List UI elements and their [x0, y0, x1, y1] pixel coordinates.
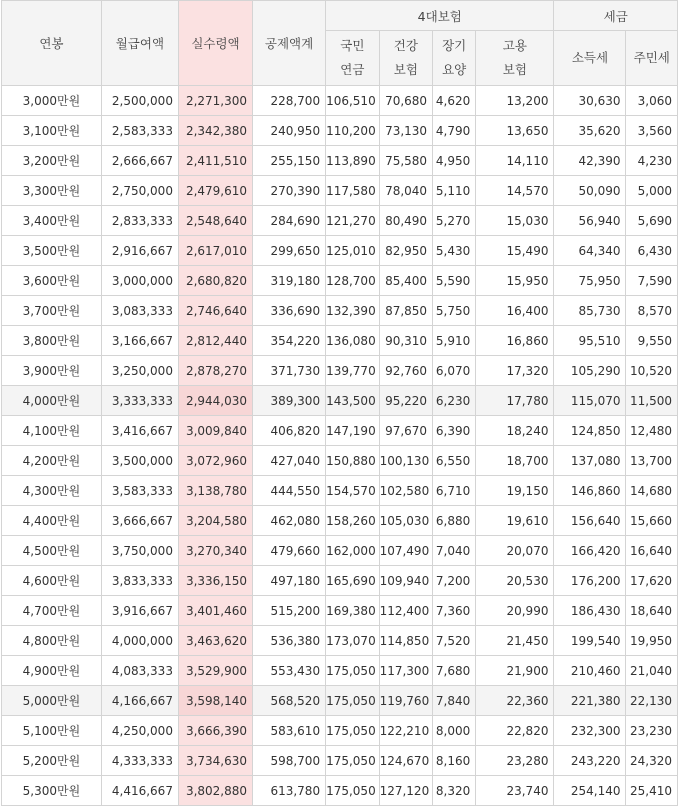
cell-income-tax: 146,860: [554, 476, 626, 506]
table-row: [2, 176, 678, 206]
cell-resident-tax: 3,060: [626, 86, 678, 116]
cell-care: 4,950: [433, 146, 476, 176]
cell-deduction: 270,390: [253, 176, 326, 206]
cell-monthly: 4,083,333: [101, 656, 178, 686]
header-deduction: 공제액계: [253, 1, 326, 86]
cell-care: 5,590: [433, 266, 476, 296]
cell-monthly: 2,666,667: [101, 146, 178, 176]
cell-monthly: 3,083,333: [101, 296, 178, 326]
table-row: [2, 656, 678, 686]
table-row: [2, 296, 678, 326]
cell-resident-tax: 12,480: [626, 416, 678, 446]
cell-net: 3,270,340: [178, 536, 252, 566]
cell-net: 2,479,610: [178, 176, 252, 206]
cell-salary: 4,900만원: [2, 656, 102, 686]
cell-income-tax: 186,430: [554, 596, 626, 626]
cell-deduction: 371,730: [253, 356, 326, 386]
cell-resident-tax: 8,570: [626, 296, 678, 326]
cell-health: 109,940: [379, 566, 433, 596]
cell-monthly: 3,166,667: [101, 326, 178, 356]
cell-care: 7,520: [433, 626, 476, 656]
cell-resident-tax: 9,550: [626, 326, 678, 356]
cell-health: 75,580: [379, 146, 433, 176]
cell-income-tax: 35,620: [554, 116, 626, 146]
cell-care: 6,880: [433, 506, 476, 536]
cell-care: 8,000: [433, 716, 476, 746]
table-row: [2, 446, 678, 476]
cell-monthly: 3,916,667: [101, 596, 178, 626]
table-row: [2, 416, 678, 446]
cell-monthly: 3,333,333: [101, 386, 178, 416]
cell-pension: 154,570: [326, 476, 380, 506]
cell-resident-tax: 14,680: [626, 476, 678, 506]
cell-net: 2,411,510: [178, 146, 252, 176]
cell-income-tax: 95,510: [554, 326, 626, 356]
cell-monthly: 4,333,333: [101, 746, 178, 776]
cell-resident-tax: 6,430: [626, 236, 678, 266]
cell-monthly: 4,416,667: [101, 776, 178, 806]
cell-deduction: 284,690: [253, 206, 326, 236]
cell-health: 87,850: [379, 296, 433, 326]
cell-net: 3,598,140: [178, 686, 252, 716]
table-row: [2, 236, 678, 266]
cell-deduction: 240,950: [253, 116, 326, 146]
cell-salary: 4,700만원: [2, 596, 102, 626]
cell-salary: 5,300만원: [2, 776, 102, 806]
table-row: [2, 476, 678, 506]
header-net: 실수령액: [178, 1, 252, 86]
cell-resident-tax: 19,950: [626, 626, 678, 656]
cell-health: 112,400: [379, 596, 433, 626]
cell-care: 8,160: [433, 746, 476, 776]
cell-health: 95,220: [379, 386, 433, 416]
table-row: [2, 566, 678, 596]
cell-monthly: 3,416,667: [101, 416, 178, 446]
cell-employ: 17,320: [476, 356, 554, 386]
cell-pension: 113,890: [326, 146, 380, 176]
cell-net: 2,812,440: [178, 326, 252, 356]
cell-deduction: 613,780: [253, 776, 326, 806]
cell-pension: 158,260: [326, 506, 380, 536]
cell-care: 6,230: [433, 386, 476, 416]
cell-income-tax: 64,340: [554, 236, 626, 266]
cell-care: 5,110: [433, 176, 476, 206]
cell-income-tax: 176,200: [554, 566, 626, 596]
cell-pension: 162,000: [326, 536, 380, 566]
header-care: [433, 31, 476, 86]
cell-deduction: 583,610: [253, 716, 326, 746]
cell-resident-tax: 21,040: [626, 656, 678, 686]
table-row: [2, 356, 678, 386]
cell-resident-tax: 3,560: [626, 116, 678, 146]
cell-pension: 175,050: [326, 686, 380, 716]
cell-care: 7,360: [433, 596, 476, 626]
cell-deduction: 598,700: [253, 746, 326, 776]
cell-salary: 4,100만원: [2, 416, 102, 446]
cell-resident-tax: 25,410: [626, 776, 678, 806]
cell-employ: 19,150: [476, 476, 554, 506]
cell-salary: 3,300만원: [2, 176, 102, 206]
cell-salary: 4,600만원: [2, 566, 102, 596]
cell-health: 122,210: [379, 716, 433, 746]
cell-employ: 14,570: [476, 176, 554, 206]
cell-monthly: 4,166,667: [101, 686, 178, 716]
cell-deduction: 406,820: [253, 416, 326, 446]
cell-salary: 3,000만원: [2, 86, 102, 116]
cell-deduction: 515,200: [253, 596, 326, 626]
cell-salary: 4,000만원: [2, 386, 102, 416]
header-health-line2: 보험: [393, 62, 418, 77]
cell-employ: 19,610: [476, 506, 554, 536]
cell-income-tax: 199,540: [554, 626, 626, 656]
cell-salary: 5,000만원: [2, 686, 102, 716]
cell-employ: 20,530: [476, 566, 554, 596]
table-row: [2, 536, 678, 566]
cell-resident-tax: 18,640: [626, 596, 678, 626]
cell-monthly: 3,583,333: [101, 476, 178, 506]
cell-net: 2,944,030: [178, 386, 252, 416]
cell-resident-tax: 17,620: [626, 566, 678, 596]
cell-net: 3,529,900: [178, 656, 252, 686]
cell-resident-tax: 11,500: [626, 386, 678, 416]
cell-income-tax: 243,220: [554, 746, 626, 776]
cell-net: 3,401,460: [178, 596, 252, 626]
cell-income-tax: 75,950: [554, 266, 626, 296]
cell-care: 7,200: [433, 566, 476, 596]
cell-income-tax: 137,080: [554, 446, 626, 476]
cell-net: 2,878,270: [178, 356, 252, 386]
cell-employ: 20,990: [476, 596, 554, 626]
cell-income-tax: 115,070: [554, 386, 626, 416]
cell-net: 3,138,780: [178, 476, 252, 506]
cell-deduction: 319,180: [253, 266, 326, 296]
cell-pension: 121,270: [326, 206, 380, 236]
cell-salary: 4,500만원: [2, 536, 102, 566]
header-monthly: 월급여액: [101, 1, 178, 86]
cell-deduction: 497,180: [253, 566, 326, 596]
cell-deduction: 389,300: [253, 386, 326, 416]
cell-employ: 22,820: [476, 716, 554, 746]
cell-care: 6,390: [433, 416, 476, 446]
cell-employ: 23,280: [476, 746, 554, 776]
cell-income-tax: 210,460: [554, 656, 626, 686]
table-body: [2, 86, 678, 806]
cell-net: 2,617,010: [178, 236, 252, 266]
cell-health: 117,300: [379, 656, 433, 686]
cell-net: 3,336,150: [178, 566, 252, 596]
cell-net: 2,342,380: [178, 116, 252, 146]
table-header: [2, 1, 678, 86]
cell-monthly: 2,583,333: [101, 116, 178, 146]
header-health-line1: 건강: [393, 38, 418, 53]
cell-net: 2,746,640: [178, 296, 252, 326]
cell-income-tax: 105,290: [554, 356, 626, 386]
cell-resident-tax: 24,320: [626, 746, 678, 776]
header-health: [379, 31, 433, 86]
header-employ: [476, 31, 554, 86]
cell-income-tax: 254,140: [554, 776, 626, 806]
header-employ-line1: 고용: [502, 38, 527, 53]
cell-care: 5,750: [433, 296, 476, 326]
cell-monthly: 3,750,000: [101, 536, 178, 566]
cell-deduction: 479,660: [253, 536, 326, 566]
cell-pension: 106,510: [326, 86, 380, 116]
cell-pension: 143,500: [326, 386, 380, 416]
cell-net: 3,009,840: [178, 416, 252, 446]
cell-monthly: 2,916,667: [101, 236, 178, 266]
cell-pension: 128,700: [326, 266, 380, 296]
cell-salary: 3,600만원: [2, 266, 102, 296]
cell-resident-tax: 7,590: [626, 266, 678, 296]
header-care-line1: 장기: [442, 38, 467, 53]
cell-monthly: 3,000,000: [101, 266, 178, 296]
cell-health: 78,040: [379, 176, 433, 206]
cell-deduction: 255,150: [253, 146, 326, 176]
cell-pension: 175,050: [326, 746, 380, 776]
cell-health: 114,850: [379, 626, 433, 656]
cell-pension: 175,050: [326, 656, 380, 686]
cell-employ: 20,070: [476, 536, 554, 566]
cell-health: 80,490: [379, 206, 433, 236]
cell-pension: 132,390: [326, 296, 380, 326]
cell-income-tax: 30,630: [554, 86, 626, 116]
cell-deduction: 444,550: [253, 476, 326, 506]
header-tax-group: 세금: [554, 1, 678, 31]
cell-health: 100,130: [379, 446, 433, 476]
table-row: [2, 596, 678, 626]
cell-net: 2,680,820: [178, 266, 252, 296]
cell-employ: 13,200: [476, 86, 554, 116]
cell-employ: 15,490: [476, 236, 554, 266]
table-row: [2, 266, 678, 296]
table-row: [2, 506, 678, 536]
cell-deduction: 462,080: [253, 506, 326, 536]
table-row: [2, 386, 678, 416]
cell-care: 7,840: [433, 686, 476, 716]
cell-employ: 15,030: [476, 206, 554, 236]
cell-resident-tax: 5,690: [626, 206, 678, 236]
cell-health: 85,400: [379, 266, 433, 296]
cell-health: 92,760: [379, 356, 433, 386]
cell-care: 6,070: [433, 356, 476, 386]
cell-care: 5,270: [433, 206, 476, 236]
cell-income-tax: 42,390: [554, 146, 626, 176]
cell-care: 6,710: [433, 476, 476, 506]
cell-income-tax: 56,940: [554, 206, 626, 236]
cell-net: 3,734,630: [178, 746, 252, 776]
cell-care: 6,550: [433, 446, 476, 476]
cell-deduction: 228,700: [253, 86, 326, 116]
header-care-line2: 요양: [442, 62, 467, 77]
cell-health: 105,030: [379, 506, 433, 536]
cell-employ: 18,700: [476, 446, 554, 476]
cell-salary: 4,200만원: [2, 446, 102, 476]
cell-salary: 4,400만원: [2, 506, 102, 536]
cell-income-tax: 124,850: [554, 416, 626, 446]
cell-income-tax: 166,420: [554, 536, 626, 566]
cell-pension: 150,880: [326, 446, 380, 476]
cell-health: 119,760: [379, 686, 433, 716]
salary-table: [1, 0, 678, 806]
cell-salary: 3,800만원: [2, 326, 102, 356]
cell-pension: 147,190: [326, 416, 380, 446]
header-resident-tax: 주민세: [626, 31, 678, 86]
cell-employ: 23,740: [476, 776, 554, 806]
cell-resident-tax: 16,640: [626, 536, 678, 566]
cell-health: 82,950: [379, 236, 433, 266]
cell-pension: 175,050: [326, 716, 380, 746]
table-row: [2, 86, 678, 116]
cell-salary: 3,200만원: [2, 146, 102, 176]
cell-net: 2,271,300: [178, 86, 252, 116]
cell-net: 3,072,960: [178, 446, 252, 476]
cell-care: 5,910: [433, 326, 476, 356]
cell-resident-tax: 10,520: [626, 356, 678, 386]
cell-monthly: 3,833,333: [101, 566, 178, 596]
cell-net: 3,666,390: [178, 716, 252, 746]
cell-health: 90,310: [379, 326, 433, 356]
header-pension-line2: 연금: [340, 62, 365, 77]
table-row: [2, 686, 678, 716]
cell-salary: 5,200만원: [2, 746, 102, 776]
header-income-tax: 소득세: [554, 31, 626, 86]
cell-deduction: 299,650: [253, 236, 326, 266]
cell-pension: 136,080: [326, 326, 380, 356]
cell-health: 107,490: [379, 536, 433, 566]
cell-employ: 18,240: [476, 416, 554, 446]
cell-care: 7,680: [433, 656, 476, 686]
cell-health: 102,580: [379, 476, 433, 506]
header-salary: 연봉: [2, 1, 102, 86]
cell-deduction: 336,690: [253, 296, 326, 326]
table-row: [2, 746, 678, 776]
header-employ-line2: 보험: [502, 62, 527, 77]
cell-health: 70,680: [379, 86, 433, 116]
cell-care: 4,620: [433, 86, 476, 116]
cell-salary: 4,300만원: [2, 476, 102, 506]
cell-resident-tax: 22,130: [626, 686, 678, 716]
cell-net: 3,463,620: [178, 626, 252, 656]
cell-pension: 117,580: [326, 176, 380, 206]
cell-salary: 5,100만원: [2, 716, 102, 746]
cell-net: 2,548,640: [178, 206, 252, 236]
cell-monthly: 3,500,000: [101, 446, 178, 476]
cell-pension: 165,690: [326, 566, 380, 596]
header-pension: [326, 31, 380, 86]
cell-employ: 22,360: [476, 686, 554, 716]
cell-pension: 169,380: [326, 596, 380, 626]
cell-employ: 15,950: [476, 266, 554, 296]
cell-resident-tax: 5,000: [626, 176, 678, 206]
cell-monthly: 4,000,000: [101, 626, 178, 656]
table-row: [2, 326, 678, 356]
cell-monthly: 3,250,000: [101, 356, 178, 386]
cell-deduction: 427,040: [253, 446, 326, 476]
cell-resident-tax: 4,230: [626, 146, 678, 176]
table-row: [2, 626, 678, 656]
cell-employ: 21,450: [476, 626, 554, 656]
cell-monthly: 4,250,000: [101, 716, 178, 746]
cell-health: 124,670: [379, 746, 433, 776]
cell-income-tax: 221,380: [554, 686, 626, 716]
cell-pension: 125,010: [326, 236, 380, 266]
cell-employ: 16,860: [476, 326, 554, 356]
cell-employ: 21,900: [476, 656, 554, 686]
cell-resident-tax: 23,230: [626, 716, 678, 746]
cell-pension: 110,200: [326, 116, 380, 146]
cell-health: 97,670: [379, 416, 433, 446]
cell-salary: 3,100만원: [2, 116, 102, 146]
cell-health: 73,130: [379, 116, 433, 146]
cell-deduction: 553,430: [253, 656, 326, 686]
cell-deduction: 568,520: [253, 686, 326, 716]
cell-income-tax: 156,640: [554, 506, 626, 536]
cell-salary: 3,400만원: [2, 206, 102, 236]
cell-employ: 14,110: [476, 146, 554, 176]
cell-care: 5,430: [433, 236, 476, 266]
table-row: [2, 716, 678, 746]
cell-salary: 4,800만원: [2, 626, 102, 656]
cell-employ: 13,650: [476, 116, 554, 146]
cell-deduction: 354,220: [253, 326, 326, 356]
cell-monthly: 2,500,000: [101, 86, 178, 116]
cell-deduction: 536,380: [253, 626, 326, 656]
header-pension-line1: 국민: [340, 38, 365, 53]
cell-pension: 175,050: [326, 776, 380, 806]
header-insurance-group: 4대보험: [326, 1, 554, 31]
cell-salary: 3,500만원: [2, 236, 102, 266]
cell-monthly: 3,666,667: [101, 506, 178, 536]
cell-income-tax: 85,730: [554, 296, 626, 326]
table-row: [2, 776, 678, 806]
cell-pension: 173,070: [326, 626, 380, 656]
cell-net: 3,802,880: [178, 776, 252, 806]
cell-monthly: 2,833,333: [101, 206, 178, 236]
table-row: [2, 116, 678, 146]
table-row: [2, 146, 678, 176]
cell-salary: 3,700만원: [2, 296, 102, 326]
cell-resident-tax: 15,660: [626, 506, 678, 536]
cell-salary: 3,900만원: [2, 356, 102, 386]
cell-health: 127,120: [379, 776, 433, 806]
cell-employ: 17,780: [476, 386, 554, 416]
cell-monthly: 2,750,000: [101, 176, 178, 206]
cell-resident-tax: 13,700: [626, 446, 678, 476]
cell-care: 4,790: [433, 116, 476, 146]
cell-care: 7,040: [433, 536, 476, 566]
cell-income-tax: 50,090: [554, 176, 626, 206]
table-row: [2, 206, 678, 236]
cell-care: 8,320: [433, 776, 476, 806]
cell-income-tax: 232,300: [554, 716, 626, 746]
cell-pension: 139,770: [326, 356, 380, 386]
cell-employ: 16,400: [476, 296, 554, 326]
cell-net: 3,204,580: [178, 506, 252, 536]
